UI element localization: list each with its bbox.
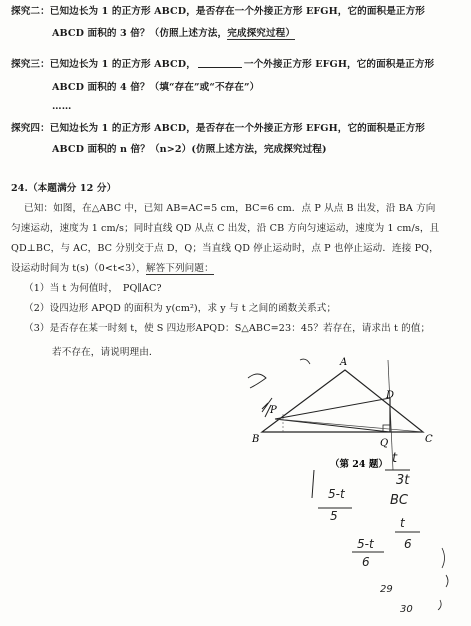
hand-6: 6: [362, 555, 370, 569]
hand-t: t: [392, 451, 398, 466]
q24-s2: （2）设四边形 APQD 的面积为 y(cm²)，求 y 与 t 之间的函数关系式；: [24, 303, 337, 314]
q24-p4-a: 设运动时间为 t(s)（0<t<3），: [11, 263, 146, 274]
q24-s4: 若不存在，请说明理由．: [52, 347, 159, 358]
hand-bc: BC: [390, 493, 408, 508]
q24-s1: （1）当 t 为何值时， PQ∥AC?: [24, 283, 162, 294]
q24-p4-b: 解答下列问题：: [145, 263, 214, 274]
explore4-line1: 探究四：已知边长为 1 的正方形 ABCD，是否存在一个外接正方形 EFGH，它的面积是正方形: [11, 123, 425, 134]
label-a: A: [340, 357, 348, 368]
q24-p1: 已知：如图，在△ABC 中，已知 AB=AC=5 cm，BC=6 cm．点 P 从点 B 出发，沿 BA 方向: [24, 203, 436, 214]
q24-p2: 匀速运动，速度为 1 cm/s；同时直线 QD 从点 C 出发，沿 CB 方向匀速运动，速度为 1 cm/s，且: [11, 223, 440, 234]
label-c: C: [425, 434, 433, 445]
explore2-line1: 探究二：已知边长为 1 的正方形 ABCD，是否存在一个外接正方形 EFGH，它的面积是正方形: [11, 6, 425, 17]
explore3-line1-a: 探究三：已知边长为 1 的正方形 ABCD，: [11, 59, 196, 70]
q24-p3: QD⊥BC，与 AC，BC 分别交于点 D，Q；当直线 QD 停止运动时，点 P 也停止运动．连接 PQ，: [11, 243, 439, 254]
hand-6-b: 6: [404, 537, 412, 551]
figure-caption: （第 24 题）: [330, 459, 388, 470]
explore2-line2-b: 完成探究过程）: [227, 28, 296, 39]
explore3-line1-b: 一个外接正方形 EFGH，它的面积是正方形: [243, 59, 435, 70]
q24-header: 24.（本题满分 12 分）: [11, 183, 117, 194]
hand-t-2: t: [400, 516, 405, 530]
explore3-line2: ABCD 面积的 4 倍？（填“存在”或“不存在”）: [52, 82, 260, 93]
handwritten-mark-2: [300, 359, 310, 364]
label-b: B: [252, 434, 260, 445]
label-d: D: [386, 390, 395, 401]
explore4-line2: ABCD 面积的 n 倍？（n>2）(仿照上述方法，完成探究过程): [52, 144, 327, 155]
label-q: Q: [380, 438, 389, 449]
hand-5-t-2: 5-t: [357, 537, 374, 551]
hand-5-t: 5-t: [328, 487, 345, 501]
segment-pc: [275, 419, 423, 432]
hand-29: 29: [380, 584, 393, 595]
explore2-line2-a: ABCD 面积的 3 倍？（仿照上述方法，: [52, 28, 228, 39]
ellipsis: ……: [52, 101, 72, 112]
hand-5: 5: [330, 509, 338, 523]
hand-3t: 3t: [396, 473, 410, 488]
handwritten-mark: [248, 374, 266, 388]
label-p: P: [270, 405, 277, 416]
segment-pd: [275, 398, 390, 419]
segment-pq: [275, 419, 390, 432]
hand-edge-marks: [438, 548, 448, 610]
q24-s3: （3）是否存在某一时刻 t，使 S 四边形APQD：S△ABC=23：45？若存在，请求出 t 的值；: [24, 323, 431, 334]
triangle-abc: [262, 370, 423, 432]
hand-30: 30: [400, 604, 413, 615]
hand-stroke: [312, 470, 314, 498]
